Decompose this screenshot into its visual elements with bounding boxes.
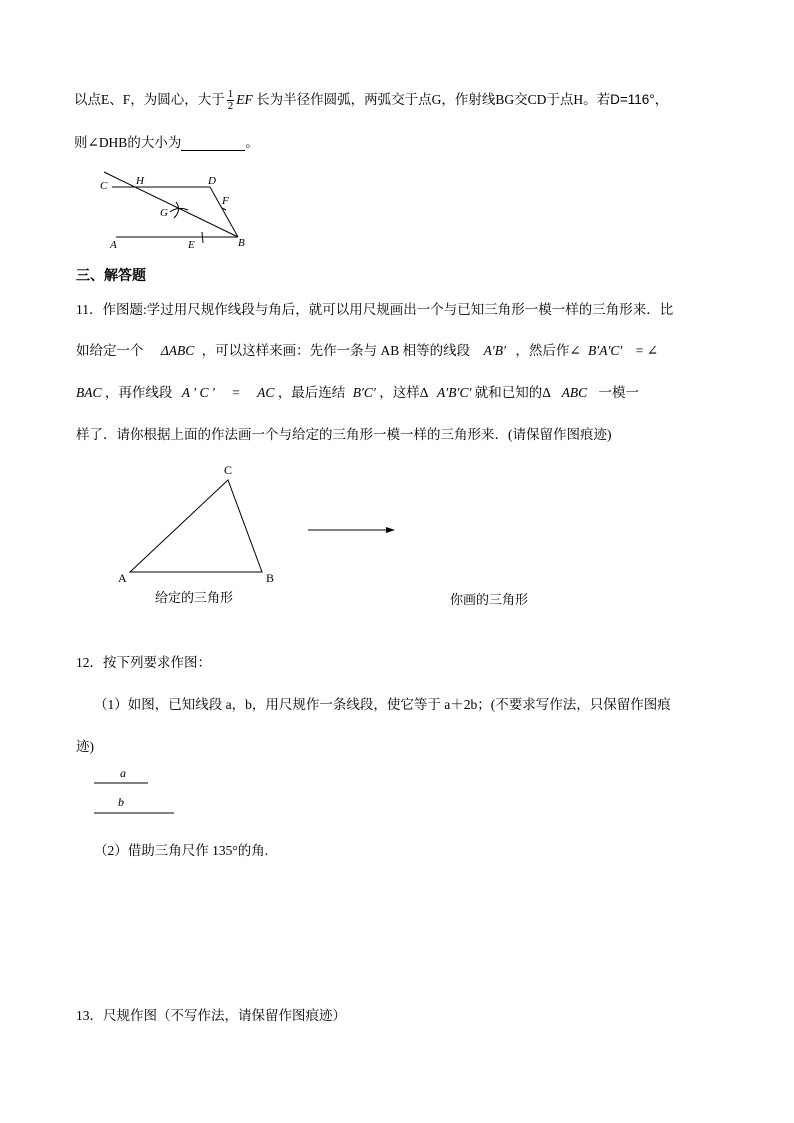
q11-text-d: = ∠: [635, 343, 659, 358]
answer-blank[interactable]: [181, 138, 245, 151]
q11-text-e: ，再作线段: [104, 385, 173, 400]
q10-text-ze: 则: [74, 135, 88, 150]
q11-line4: 样了．请你根据上面的作法画一个与给定的三角形一模一样的三角形来．(请保留作图痕迹): [76, 427, 612, 442]
q10-line2: [74, 131, 259, 151]
caption-given: 给定的三角形: [155, 590, 234, 605]
q11-text-g: ，这样Δ: [379, 385, 428, 400]
q13-title: 13．尺规作图（不写作法，请保留作图痕迹）: [76, 1008, 346, 1023]
label-f: F: [222, 195, 229, 207]
segments-figure: [90, 763, 190, 818]
label-e: E: [188, 239, 195, 251]
q11-figure: [110, 458, 410, 588]
q11-text-f: ，最后连结: [277, 385, 346, 400]
tri-label-b: B: [266, 571, 275, 585]
q10-text-dhb: DHB的大小为: [98, 135, 182, 150]
angle-bac: BAC: [76, 385, 102, 400]
label-g: G: [160, 207, 168, 219]
tri-label-a: A: [118, 571, 127, 585]
q11-text-h: 就和已知的Δ: [474, 385, 551, 400]
label-d: D: [208, 175, 216, 187]
label-b: B: [238, 237, 245, 249]
label-c: C: [100, 180, 108, 192]
section-title: 三、解答题: [76, 269, 146, 284]
arrow-head-icon: [386, 527, 395, 533]
q11-line3: [76, 381, 639, 401]
q11-text-i: 一模一: [598, 385, 639, 400]
segment-bc-prime: B′C′: [352, 385, 376, 400]
q12-part1-cont: 迹): [76, 739, 94, 754]
q10-text-b: 长为半径作圆弧，两弧交于点G，作射线BG交CD于点H。若: [256, 92, 611, 107]
label-a: A: [110, 239, 117, 251]
q10-text: 以点E、F，为圆心，大于: [74, 92, 225, 107]
segment-ab-prime: A′B′: [483, 343, 506, 358]
q11-text: 如给定一个: [76, 343, 144, 358]
label-h: H: [136, 175, 144, 187]
equals: =: [232, 385, 240, 400]
triangle-abc-prime: A′B′C′: [437, 385, 472, 400]
tri-label-c: C: [224, 463, 233, 477]
q11-text-c: ，然后作∠: [515, 343, 581, 358]
q11-text-b: ，可以这样来画：先作一条与 AB 相等的线段: [201, 343, 471, 358]
caption-yours: 你画的三角形: [450, 592, 529, 607]
angle-symbol: ∠: [87, 135, 99, 150]
q10-figure: [98, 168, 258, 253]
seg-label-b: b: [118, 795, 124, 809]
seg-label-a: a: [120, 766, 126, 780]
angle-bac-prime: B′A′C′: [588, 343, 623, 358]
q12-title: 12．按下列要求作图：: [76, 655, 211, 670]
frac-num: 1: [227, 88, 234, 101]
q10-text-end: 。: [245, 135, 259, 150]
triangle-abc: ΔABC: [160, 343, 195, 358]
q11-line1: 11．作图题:学过用尺规作线段与角后，就可以用尺规画出一个与已知三角形一模一样的三角形来．比: [76, 302, 674, 317]
q12-part1: （1）如图，已知线段 a，b，用尺规作一条线段，使它等于 a＋2b；(不要求写作法，只保留作图痕: [94, 697, 671, 712]
segment-ef: EF: [236, 92, 253, 107]
q11-line2: [76, 339, 658, 359]
q10-text-c: D=116°，: [610, 92, 669, 107]
fraction-half: [227, 89, 235, 112]
triangle-abc-ref: ABC: [561, 385, 588, 400]
segment-ac-prime: A ′ C ′: [181, 385, 215, 400]
frac-den: 2: [227, 100, 234, 113]
q10-line1: [74, 88, 668, 112]
segment-ac: AC: [257, 385, 275, 400]
q12-part2: （2）借助三角尺作 135°的角.: [94, 843, 269, 858]
